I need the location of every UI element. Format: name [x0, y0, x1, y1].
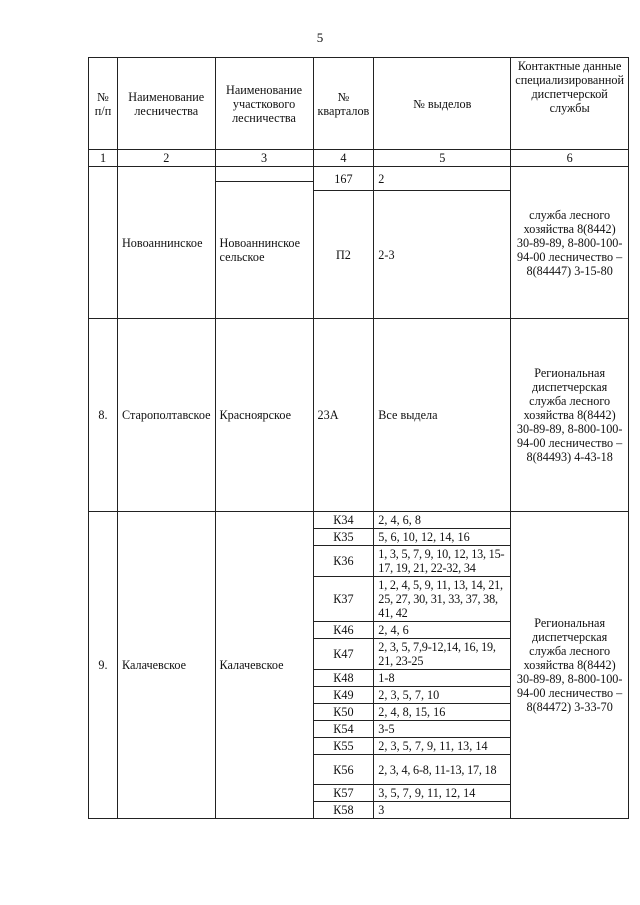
plot-numbers: 2, 4, 8, 15, 16: [374, 704, 511, 721]
plot-numbers: 2-3: [374, 191, 511, 319]
column-number: 2: [118, 150, 216, 167]
quarter-number: К56: [313, 755, 374, 785]
quarter-number: П2: [313, 191, 374, 319]
plot-numbers: Все выдела: [374, 319, 511, 512]
contact-info: Региональная диспетчерская служба лесного хозяйства 8(8442) 30-89-89, 8-800-100-94-00 лесничество – 8(84472) 3-33-70: [511, 512, 629, 819]
header-contact: Контактные данные специализированной диспетчерской службы: [511, 58, 629, 150]
quarter-number: К57: [313, 785, 374, 802]
contact-info: Региональная диспетчерская служба лесного хозяйства 8(8442) 30-89-89, 8-800-100-94-00 лесничество – 8(84493) 4-43-18: [511, 319, 629, 512]
plot-numbers: 2, 4, 6: [374, 622, 511, 639]
plot-numbers: 5, 6, 10, 12, 14, 16: [374, 529, 511, 546]
quarter-number: К37: [313, 577, 374, 622]
plot-numbers: 3: [374, 802, 511, 819]
quarter-number: К54: [313, 721, 374, 738]
plot-numbers: 3, 5, 7, 9, 11, 12, 14: [374, 785, 511, 802]
quarter-number: К34: [313, 512, 374, 529]
column-number: 3: [215, 150, 313, 167]
plot-numbers: 1, 3, 5, 7, 9, 10, 12, 13, 15-17, 19, 21, 22-32, 34: [374, 546, 511, 577]
plot-numbers: 3-5: [374, 721, 511, 738]
quarter-number: К55: [313, 738, 374, 755]
header-quarters: № кварталов: [313, 58, 374, 150]
plot-numbers: 2, 3, 5, 7,9-12,14, 16, 19, 21, 23-25: [374, 639, 511, 670]
header-district: Наименование участкового лесничества: [215, 58, 313, 150]
quarter-number: К35: [313, 529, 374, 546]
quarter-number: К36: [313, 546, 374, 577]
contact-info: служба лесного хозяйства 8(8442) 30-89-89, 8-800-100-94-00 лесничество – 8(84447) 3-15-80: [511, 167, 629, 319]
plot-numbers: 1, 2, 4, 5, 9, 11, 13, 14, 21, 25, 27, 30, 31, 33, 37, 38, 41, 42: [374, 577, 511, 622]
forestry-name: Новоаннинское: [118, 167, 216, 319]
plot-numbers: 2, 3, 5, 7, 9, 11, 13, 14: [374, 738, 511, 755]
forestry-table: [88, 57, 629, 819]
column-number: 4: [313, 150, 374, 167]
district-name: Красноярское: [215, 319, 313, 512]
plot-numbers: 2, 3, 5, 7, 10: [374, 687, 511, 704]
quarter-number: 23А: [313, 319, 374, 512]
plot-numbers: 2: [374, 167, 511, 191]
header-forestry: Наименование лесничества: [118, 58, 216, 150]
column-number: 1: [89, 150, 118, 167]
header-plots: № выделов: [374, 58, 511, 150]
quarter-number: К48: [313, 670, 374, 687]
district-cell-empty: [215, 167, 313, 182]
plot-numbers: 1-8: [374, 670, 511, 687]
row-number: 8.: [89, 319, 118, 512]
page-number: 5: [316, 30, 324, 45]
quarter-number: К47: [313, 639, 374, 670]
forestry-name: Калачевское: [118, 512, 216, 819]
column-number-row: [89, 150, 629, 167]
row-number: 9.: [89, 512, 118, 819]
header-row: [89, 58, 629, 150]
district-name: Калачевское: [215, 512, 313, 819]
table-row: [89, 167, 629, 182]
district-name: Новоаннинское сельское: [215, 182, 313, 319]
plot-numbers: 2, 4, 6, 8: [374, 512, 511, 529]
quarter-number: 167: [313, 167, 374, 191]
table-row: [89, 512, 629, 529]
quarter-number: К46: [313, 622, 374, 639]
quarter-number: К50: [313, 704, 374, 721]
quarter-number: К49: [313, 687, 374, 704]
row-number: [89, 167, 118, 319]
quarter-number: К58: [313, 802, 374, 819]
table-row: [89, 319, 629, 512]
plot-numbers: 2, 3, 4, 6-8, 11-13, 17, 18: [374, 755, 511, 785]
header-number: № п/п: [89, 58, 118, 150]
column-number: 6: [511, 150, 629, 167]
forestry-name: Старополтавское: [118, 319, 216, 512]
column-number: 5: [374, 150, 511, 167]
